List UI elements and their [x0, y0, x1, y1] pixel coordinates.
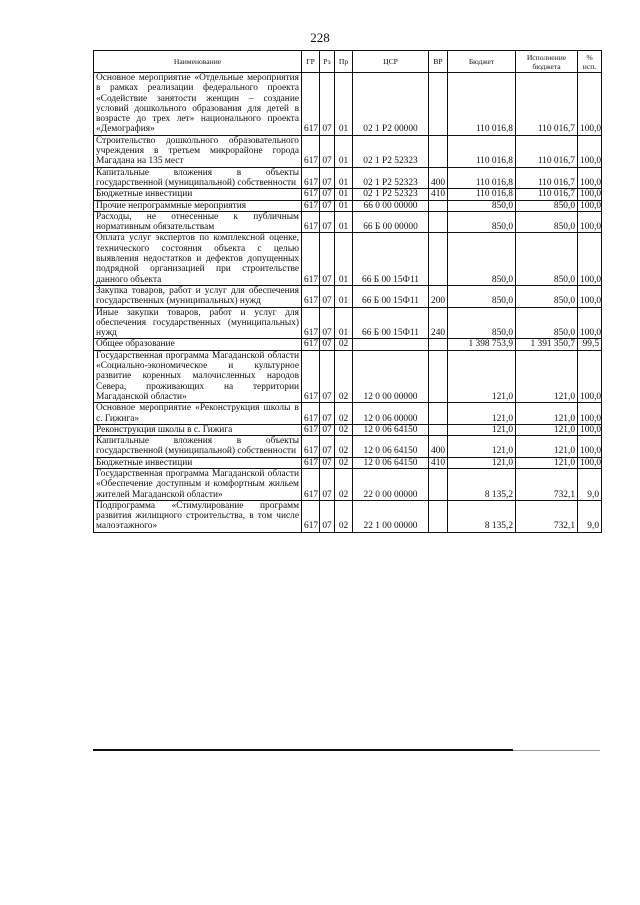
table-row — [94, 339, 602, 350]
cell-pr: 01 — [335, 189, 353, 200]
cell-gr: 617 — [302, 211, 320, 233]
cell-rz: 07 — [320, 307, 335, 339]
cell-name: Строительство дошкольного образовательного учреждения в третьем микрорайоне города Магадана на 135 мест — [94, 135, 302, 167]
cell-vr — [429, 339, 448, 350]
table-row — [94, 424, 602, 435]
cell-execution: 732,1 — [516, 468, 578, 500]
cell-pr: 02 — [335, 339, 353, 350]
budget-table — [93, 50, 602, 533]
cell-rz: 07 — [320, 468, 335, 500]
cell-gr: 617 — [302, 189, 320, 200]
cell-vr — [429, 73, 448, 136]
cell-pr: 01 — [335, 211, 353, 233]
cell-percent: 100,0 — [578, 436, 602, 458]
cell-budget: 850,0 — [448, 200, 516, 211]
cell-percent: 100,0 — [578, 167, 602, 189]
cell-csr: 12 0 06 64150 — [353, 457, 429, 468]
cell-percent: 100,0 — [578, 189, 602, 200]
header-percent: % исп. — [578, 51, 602, 73]
cell-gr: 617 — [302, 73, 320, 136]
cell-csr — [353, 339, 429, 350]
cell-rz: 07 — [320, 403, 335, 425]
cell-name: Расходы, не отнесенные к публичным нормативным обязательствам — [94, 211, 302, 233]
cell-budget: 850,0 — [448, 233, 516, 285]
table-row — [94, 436, 602, 458]
cell-name: Государственная программа Магаданской области «Обеспечение доступным и комфортным жильем жителей Магаданской области» — [94, 468, 302, 500]
cell-budget: 850,0 — [448, 307, 516, 339]
cell-rz: 07 — [320, 135, 335, 167]
cell-gr: 617 — [302, 424, 320, 435]
cell-csr: 02 1 P2 52323 — [353, 135, 429, 167]
cell-vr: 200 — [429, 285, 448, 307]
cell-gr: 617 — [302, 500, 320, 532]
cell-percent: 100,0 — [578, 307, 602, 339]
cell-name: Иные закупки товаров, работ и услуг для обеспечения государственных (муниципальных) нужд — [94, 307, 302, 339]
cell-pr: 01 — [335, 135, 353, 167]
cell-execution: 110 016,7 — [516, 135, 578, 167]
cell-gr: 617 — [302, 233, 320, 285]
cell-pr: 02 — [335, 436, 353, 458]
cell-budget: 121,0 — [448, 403, 516, 425]
cell-budget: 121,0 — [448, 350, 516, 402]
cell-execution: 121,0 — [516, 424, 578, 435]
cell-budget: 8 135,2 — [448, 500, 516, 532]
cell-name: Подпрограмма «Стимулирование программ развития жилищного строительства, в том числе малоэтажного» — [94, 500, 302, 532]
cell-execution: 1 391 350,7 — [516, 339, 578, 350]
cell-pr: 02 — [335, 468, 353, 500]
cell-budget: 850,0 — [448, 285, 516, 307]
cell-budget: 1 398 753,9 — [448, 339, 516, 350]
cell-vr: 240 — [429, 307, 448, 339]
cell-rz: 07 — [320, 285, 335, 307]
table-row — [94, 73, 602, 136]
table-row — [94, 211, 602, 233]
header-name: Наименование — [94, 51, 302, 73]
cell-rz: 07 — [320, 167, 335, 189]
table-row — [94, 457, 602, 468]
cell-percent: 100,0 — [578, 350, 602, 402]
table-row — [94, 233, 602, 285]
cell-name: Прочие непрограммные мероприятия — [94, 200, 302, 211]
cell-vr — [429, 403, 448, 425]
cell-percent: 100,0 — [578, 233, 602, 285]
cell-budget: 110 016,8 — [448, 135, 516, 167]
cell-rz: 07 — [320, 436, 335, 458]
cell-pr: 01 — [335, 307, 353, 339]
cell-pr: 02 — [335, 403, 353, 425]
cell-name: Оплата услуг экспертов по комплексной оценке, технического состояния объекта с целью выявления недостатков и дефектов допущенных подрядной организацией при строительстве данного объекта — [94, 233, 302, 285]
cell-execution: 110 016,7 — [516, 73, 578, 136]
header-budget: Бюджет — [448, 51, 516, 73]
cell-name: Закупка товаров, работ и услуг для обеспечения государственных (муниципальных) нужд — [94, 285, 302, 307]
cell-pr: 02 — [335, 500, 353, 532]
cell-vr — [429, 233, 448, 285]
cell-rz: 07 — [320, 189, 335, 200]
cell-csr: 02 1 P2 52323 — [353, 167, 429, 189]
cell-percent: 100,0 — [578, 135, 602, 167]
cell-execution: 110 016,7 — [516, 189, 578, 200]
cell-percent: 100,0 — [578, 211, 602, 233]
cell-vr: 410 — [429, 189, 448, 200]
cell-csr: 66 Б 00 00000 — [353, 211, 429, 233]
cell-vr — [429, 424, 448, 435]
cell-csr: 12 0 06 00000 — [353, 403, 429, 425]
cell-execution: 110 016,7 — [516, 167, 578, 189]
cell-budget: 110 016,8 — [448, 73, 516, 136]
cell-vr — [429, 211, 448, 233]
cell-percent: 100,0 — [578, 403, 602, 425]
cell-vr: 400 — [429, 167, 448, 189]
cell-pr: 01 — [335, 167, 353, 189]
cell-budget: 121,0 — [448, 436, 516, 458]
cell-vr: 400 — [429, 436, 448, 458]
cell-execution: 121,0 — [516, 350, 578, 402]
table-row — [94, 468, 602, 500]
table-row — [94, 200, 602, 211]
cell-name: Реконструкция школы в с. Гижига — [94, 424, 302, 435]
cell-budget: 110 016,8 — [448, 167, 516, 189]
cell-csr: 12 0 00 00000 — [353, 350, 429, 402]
cell-pr: 02 — [335, 457, 353, 468]
cell-percent: 99,5 — [578, 339, 602, 350]
cell-gr: 617 — [302, 167, 320, 189]
cell-execution: 850,0 — [516, 307, 578, 339]
cell-csr: 66 0 00 00000 — [353, 200, 429, 211]
cell-pr: 01 — [335, 73, 353, 136]
cell-rz: 07 — [320, 73, 335, 136]
table-row — [94, 285, 602, 307]
cell-name: Капитальные вложения в объекты государственной (муниципальной) собственности — [94, 436, 302, 458]
cell-pr: 01 — [335, 233, 353, 285]
cell-execution: 850,0 — [516, 200, 578, 211]
cell-csr: 22 0 00 00000 — [353, 468, 429, 500]
table-row — [94, 307, 602, 339]
cell-percent: 100,0 — [578, 457, 602, 468]
cell-rz: 07 — [320, 457, 335, 468]
table-row — [94, 500, 602, 532]
header-csr: ЦСР — [353, 51, 429, 73]
bottom-divider-faint — [513, 750, 600, 751]
cell-csr: 12 0 06 64150 — [353, 436, 429, 458]
table-row — [94, 403, 602, 425]
cell-percent: 100,0 — [578, 424, 602, 435]
cell-gr: 617 — [302, 436, 320, 458]
cell-execution: 850,0 — [516, 285, 578, 307]
cell-name: Основное мероприятие «Отдельные мероприятия в рамках реализации федерального проекта «Содействие занятости женщин – создание условий дошкольного образования для детей в возрасте до трех лет» национального проекта «Демография» — [94, 73, 302, 136]
cell-rz: 07 — [320, 500, 335, 532]
cell-pr: 02 — [335, 350, 353, 402]
header-execution: Исполнение бюджета — [516, 51, 578, 73]
cell-budget: 121,0 — [448, 457, 516, 468]
cell-gr: 617 — [302, 339, 320, 350]
cell-gr: 617 — [302, 200, 320, 211]
cell-percent: 9,0 — [578, 500, 602, 532]
header-rz: Рз — [320, 51, 335, 73]
cell-execution: 121,0 — [516, 457, 578, 468]
cell-execution: 850,0 — [516, 233, 578, 285]
cell-rz: 07 — [320, 350, 335, 402]
cell-name: Капитальные вложения в объекты государственной (муниципальной) собственности — [94, 167, 302, 189]
cell-rz: 07 — [320, 211, 335, 233]
cell-execution: 121,0 — [516, 436, 578, 458]
cell-rz: 07 — [320, 200, 335, 211]
cell-vr — [429, 468, 448, 500]
cell-budget: 110 016,8 — [448, 189, 516, 200]
cell-gr: 617 — [302, 307, 320, 339]
cell-name: Общее образование — [94, 339, 302, 350]
cell-csr: 66 Б 00 15Ф11 — [353, 233, 429, 285]
cell-vr — [429, 350, 448, 402]
table-body — [94, 73, 602, 533]
cell-vr — [429, 500, 448, 532]
cell-name: Основное мероприятие «Реконструкция школы в с. Гижига» — [94, 403, 302, 425]
cell-rz: 07 — [320, 424, 335, 435]
cell-percent: 9,0 — [578, 468, 602, 500]
cell-name: Бюджетные инвестиции — [94, 457, 302, 468]
cell-csr: 22 1 00 00000 — [353, 500, 429, 532]
cell-percent: 100,0 — [578, 73, 602, 136]
header-gr: ГР — [302, 51, 320, 73]
cell-percent: 100,0 — [578, 200, 602, 211]
cell-execution: 121,0 — [516, 403, 578, 425]
cell-budget: 850,0 — [448, 211, 516, 233]
cell-name: Бюджетные инвестиции — [94, 189, 302, 200]
page-number: 228 — [310, 30, 330, 45]
cell-vr — [429, 135, 448, 167]
cell-gr: 617 — [302, 403, 320, 425]
cell-gr: 617 — [302, 285, 320, 307]
table-row — [94, 167, 602, 189]
header-vr: ВР — [429, 51, 448, 73]
cell-gr: 617 — [302, 350, 320, 402]
cell-pr: 01 — [335, 200, 353, 211]
cell-csr: 12 0 06 64150 — [353, 424, 429, 435]
cell-csr: 02 1 P2 00000 — [353, 73, 429, 136]
cell-pr: 02 — [335, 424, 353, 435]
cell-rz: 07 — [320, 339, 335, 350]
table-header-row — [94, 51, 602, 73]
cell-budget: 8 135,2 — [448, 468, 516, 500]
cell-pr: 01 — [335, 285, 353, 307]
table-row — [94, 135, 602, 167]
cell-execution: 732,1 — [516, 500, 578, 532]
cell-budget: 121,0 — [448, 424, 516, 435]
cell-gr: 617 — [302, 135, 320, 167]
cell-csr: 66 Б 00 15Ф11 — [353, 285, 429, 307]
cell-csr: 02 1 P2 52323 — [353, 189, 429, 200]
cell-gr: 617 — [302, 468, 320, 500]
cell-percent: 100,0 — [578, 285, 602, 307]
cell-csr: 66 Б 00 15Ф11 — [353, 307, 429, 339]
cell-execution: 850,0 — [516, 211, 578, 233]
table-row — [94, 350, 602, 402]
header-pr: Пр — [335, 51, 353, 73]
cell-vr — [429, 200, 448, 211]
table-row — [94, 189, 602, 200]
cell-rz: 07 — [320, 233, 335, 285]
bottom-divider — [93, 749, 513, 751]
cell-vr: 410 — [429, 457, 448, 468]
cell-gr: 617 — [302, 457, 320, 468]
cell-name: Государственная программа Магаданской области «Социально-экономическое и культурное развитие коренных малочисленных народов Севера, проживающих на территории Магаданской области» — [94, 350, 302, 402]
